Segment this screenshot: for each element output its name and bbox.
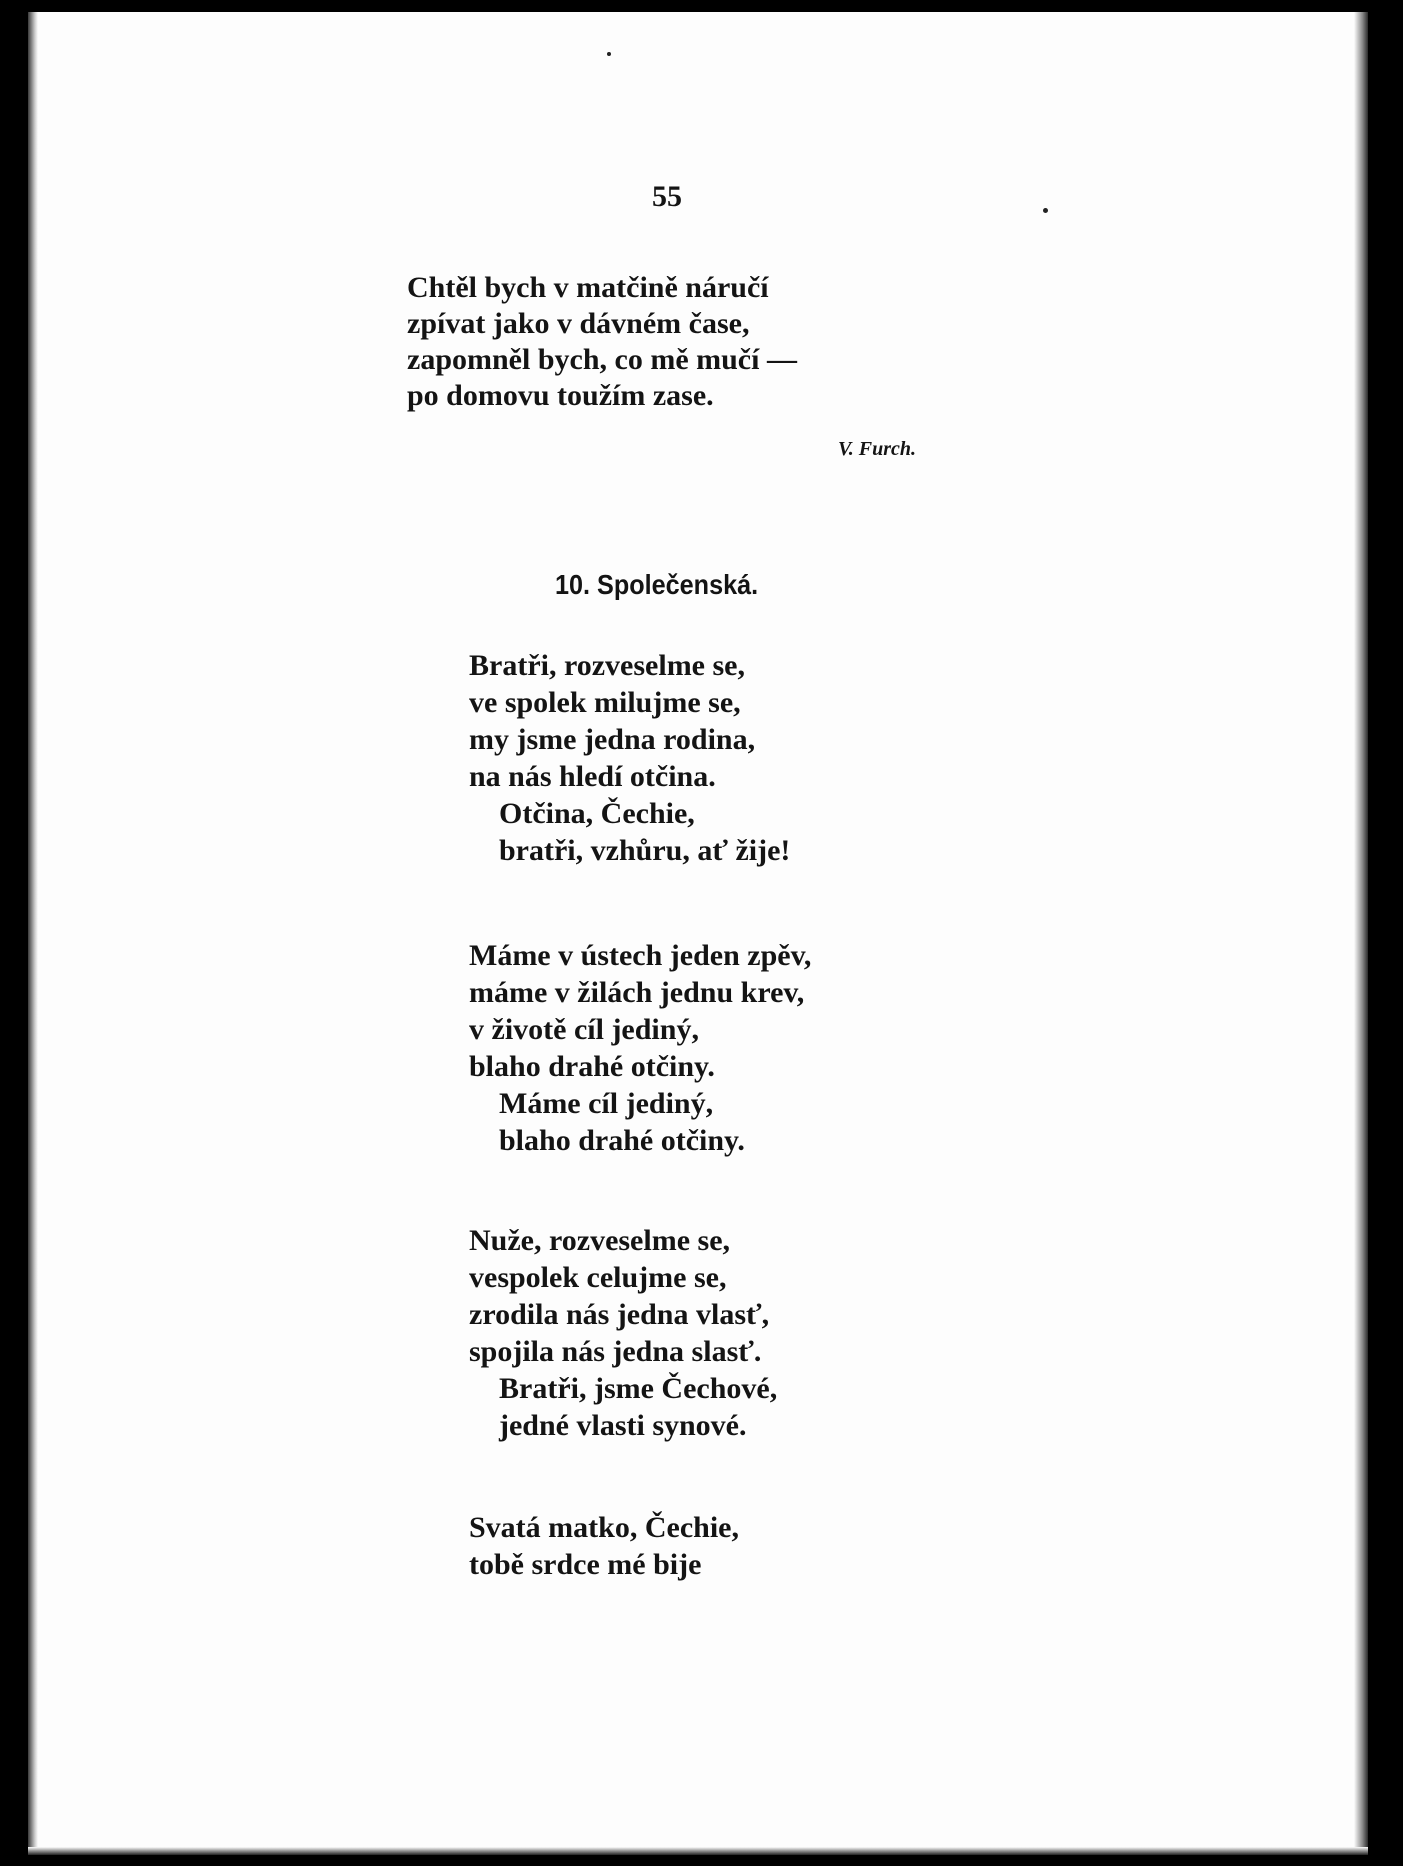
author-signature: V. Furch. bbox=[838, 438, 917, 460]
refrain-line: Otčina, Čechie, bbox=[499, 797, 695, 830]
refrain-line: jedné vlasti synové. bbox=[499, 1409, 747, 1442]
verse-line: máme v žilách jednu krev, bbox=[469, 976, 805, 1009]
verse-line: Máme v ústech jeden zpěv, bbox=[469, 939, 812, 972]
page-left-edge-shadow bbox=[28, 12, 38, 1855]
verse-line: my jsme jedna rodina, bbox=[469, 723, 756, 756]
page-number: 55 bbox=[652, 180, 682, 213]
page-bottom-edge-shadow bbox=[28, 1847, 1368, 1855]
verse-line: vespolek celujme se, bbox=[469, 1261, 727, 1294]
stanza-2 bbox=[469, 937, 811, 1159]
poem-ending-stanza bbox=[407, 270, 797, 414]
verse-line: na nás hledí otčina. bbox=[469, 760, 716, 793]
ink-speck bbox=[607, 52, 611, 56]
refrain-line: Máme cíl jediný, bbox=[499, 1087, 714, 1120]
verse-line: Bratři, rozveselme se, bbox=[469, 649, 745, 682]
verse-line: zrodila nás jedna vlasť, bbox=[469, 1298, 770, 1331]
book-page bbox=[28, 12, 1368, 1855]
verse-line: Chtěl bych v matčině náručí bbox=[407, 271, 769, 304]
verse-line: po domovu toužím zase. bbox=[407, 379, 714, 412]
verse-line: zapomněl bych, co mě mučí — bbox=[407, 343, 797, 376]
page-right-edge-shadow bbox=[1354, 12, 1368, 1855]
stanza-4 bbox=[469, 1509, 739, 1583]
verse-line: Nuže, rozveselme se, bbox=[469, 1224, 731, 1257]
stanza-1 bbox=[469, 647, 790, 869]
verse-line: spojila nás jedna slasť. bbox=[469, 1335, 762, 1368]
song-heading: 10. Společenská. bbox=[555, 569, 759, 600]
verse-line: Svatá matko, Čechie, bbox=[469, 1511, 739, 1544]
verse-line: ve spolek milujme se, bbox=[469, 686, 741, 719]
stanza-3 bbox=[469, 1222, 777, 1444]
verse-line: tobě srdce mé bije bbox=[469, 1548, 702, 1581]
ink-speck bbox=[1043, 208, 1048, 213]
verse-line: v životě cíl jediný, bbox=[469, 1013, 699, 1046]
verse-line: blaho drahé otčiny. bbox=[469, 1050, 715, 1083]
refrain-line: blaho drahé otčiny. bbox=[499, 1124, 745, 1157]
refrain-line: Bratři, jsme Čechové, bbox=[499, 1372, 778, 1405]
refrain-line: bratři, vzhůru, ať žije! bbox=[499, 834, 791, 867]
verse-line: zpívat jako v dávném čase, bbox=[407, 307, 750, 340]
